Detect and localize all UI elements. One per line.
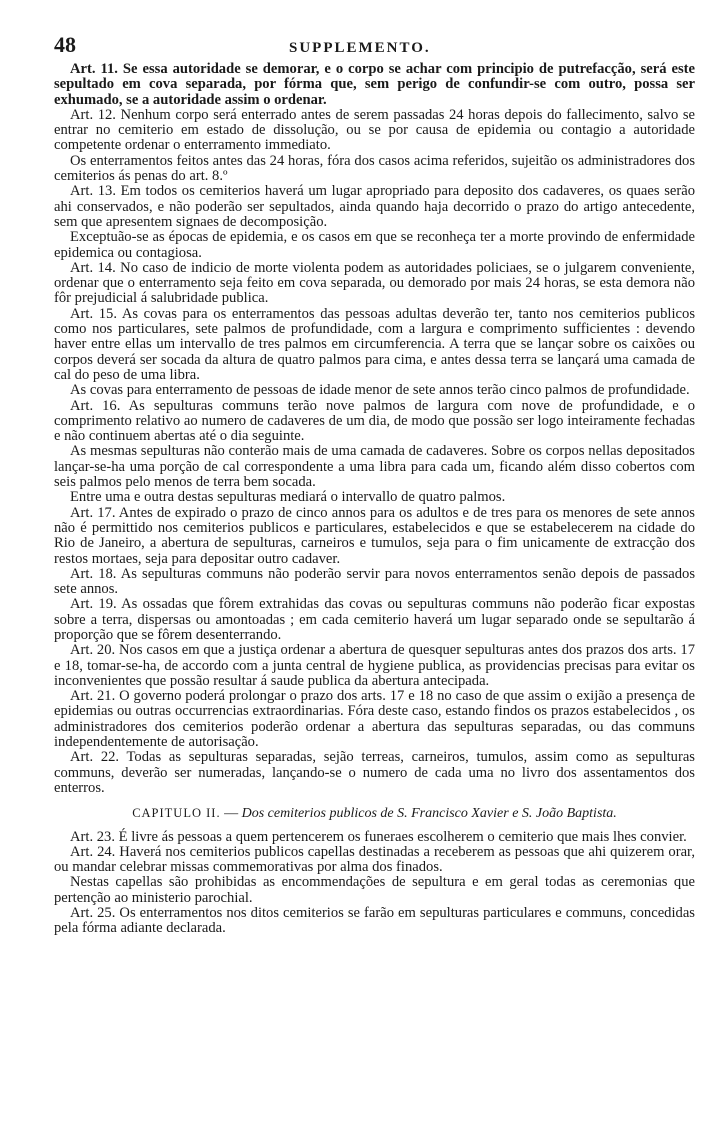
paragraph-art-23: Art. 23. É livre ás pessoas a quem pertencerem os funeraes escolherem o cemiterio que mais lhes convier.: [70, 828, 687, 845]
paragraph-art-19: Art. 19. As ossadas que fôrem extrahidas das covas ou sepulturas communs não poderão ficar expostas sobre a terra, dispersas ou amontoadas ; em cada cemiterio haverá um lugar separado onde se sepultarão á proporção que se fôrem desenterrando.: [54, 596, 695, 643]
paragraph-art-15: Art. 15. As covas para os enterramentos das pessoas adultas deverão ter, tanto nos cemiterios publicos como nos particulares, sete palmos de profundidade, com a largura e comprimento sufficientes : devendo haver entre ellas um intervallo de tres palmos em circumferencia. A terra que se lançar sobre os caixões ou corpos deverá ser socada da altura de quatro palmos para cima, e antes dessa terra se lançará uma camada de cal do peso de uma libra.: [54, 305, 695, 383]
paragraph-art-13: Art. 13. Em todos os cemiterios haverá um lugar apropriado para deposito dos cadaveres, os quaes serão ahi conservados, e não poderão ser sepultados, ainda quando haja decorrido o prazo do artigo antecedente, sem que apresentem signaes de decomposição.: [54, 183, 695, 230]
paragraph: As covas para enterramento de pessoas de idade menor de sete annos terão cinco palmos de profundidade.: [70, 382, 690, 399]
paragraph: Exceptuão-se as épocas de epidemia, e os casos em que se reconheça ter a morte provindo de enfermidade epidemica ou contagiosa.: [54, 229, 695, 261]
paragraph: As mesmas sepulturas não conterão mais de uma camada de cadaveres. Sobre os corpos nellas depositados lançar-se-ha uma porção de cal correspondente a uma libra para cada um, ficando além disso cobertos com seis palmos pelo menos de terra bem socada.: [54, 443, 695, 491]
paragraph-art-17: Art. 17. Antes de expirado o prazo de cinco annos para os adultos e de tres para os menores de sete annos não é permittido nos cemiterios publicos e particulares, estabelecidos e que se estabelecerem na cidade do Rio de Janeiro, a abertura de sepulturas, carneiros e tumulos, seja para o fim unicamente de extracção dos restos mortaes, seja para depositar outro cadaver.: [54, 504, 695, 567]
paragraph-art-20: Art. 20. Nos casos em que a justiça ordenar a abertura de quesquer sepulturas antes dos prazos dos arts. 17 e 18, tomar-se-ha, de accordo com a junta central de hygiene publica, as providencias precisas para evitar os inconvenientes que possão resultar á saude publica da abertura antecipada.: [54, 642, 695, 689]
paragraph-art-24: Art. 24. Haverá nos cemiterios publicos capellas destinadas a receberem as pessoas que ahi quizerem orar, ou mandar celebrar missas commemorativas por alma dos finados.: [54, 843, 695, 876]
paragraph-art-22: Art. 22. Todas as sepulturas separadas, sejão terreas, carneiros, tumulos, assim como as sepulturas communs, deverão ser numeradas, lançando-se o numero de cada uma no livro dos assentamentos dos enterros.: [54, 749, 695, 796]
paragraph: Entre uma e outra destas sepulturas mediará o intervallo de quatro palmos.: [70, 489, 506, 506]
paragraph-art-21: Art. 21. O governo poderá prolongar o prazo dos arts. 17 e 18 no caso de que assim o exijão a presença de epidemias ou outras occurrencias extraordinarias. Fóra deste caso, estando findos os prazos estabelecidos , os administradores dos cemiterios poderão ordenar a abertura das sepulturas separadas, ou das communs independentemente de autorisação.: [54, 688, 695, 751]
paragraph: Os enterramentos feitos antes das 24 horas, fóra dos casos acima referidos, sujeitão os administradores dos cemiterios ás penas do art. 8.º: [54, 152, 695, 185]
chapter-label: CAPITULO II.: [132, 806, 221, 821]
chapter-dash: —: [220, 806, 242, 822]
body-text: [54, 62, 695, 937]
paragraph-art-16: Art. 16. As sepulturas communs terão nove palmos de largura com nove de profundidade, e o comprimento relativo ao numero de cadaveres de um dia, de modo que possão ser logo inteiramente fechadas e não continuem abertas até o dia seguinte.: [54, 397, 695, 445]
running-head: SUPPLEMENTO.: [289, 40, 431, 56]
paragraph-art-11: Art. 11. Se essa autoridade se demorar, e o corpo se achar com principio de putrefacção, será este sepultado em cova separada, por fórma que, sem perigo de confundir-se com outro, possa ser exhumado, se a autoridade assim o ordenar.: [54, 61, 695, 108]
paragraph: Nestas capellas são prohibidas as encommendações de sepultura e em geral todas as ceremonias que pertenção ao ministerio parochial.: [54, 874, 695, 906]
chapter-heading: [54, 806, 695, 821]
chapter-title: Dos cemiterios publicos de S. Francisco Xavier e S. João Baptista.: [241, 806, 617, 822]
page-number: 48: [54, 32, 76, 57]
paragraph-art-18: Art. 18. As sepulturas communs não poderão servir para novos enterramentos senão depois de passados sete annos.: [54, 565, 695, 598]
paragraph-art-25: Art. 25. Os enterramentos nos ditos cemiterios se farão em sepulturas particulares e communs, concedidas pela fórma adiante declarada.: [54, 905, 695, 937]
page-header: [54, 32, 695, 58]
paragraph-art-14: Art. 14. No caso de indicio de morte violenta podem as autoridades policiaes, se o julgarem conveniente, ordenar que o enterramento seja feito em cova separada, ou demorado por mais 24 horas, se esta demora não fôr prejudicial á salubridade publica.: [54, 259, 695, 307]
paragraph-art-12: Art. 12. Nenhum corpo será enterrado antes de serem passadas 24 horas depois do fallecimento, salvo se entrar no cemiterio em estado de dissolução, ou se por causa de epidemia ou contagio a autoridade competente ordenar o enterramento immediato.: [54, 106, 695, 154]
